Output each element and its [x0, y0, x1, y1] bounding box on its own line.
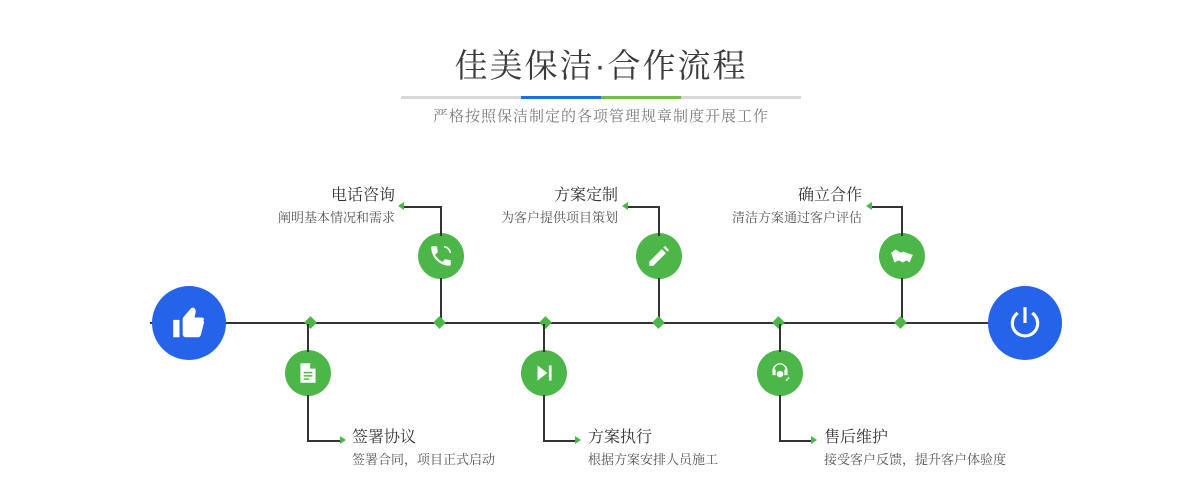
divider-segment-green	[601, 96, 681, 99]
step-desc: 签署合同，项目正式启动	[352, 452, 496, 467]
connector-horizontal	[872, 206, 902, 208]
connector-arrow	[398, 202, 404, 210]
step-label	[450, 186, 618, 228]
connector-horizontal	[404, 206, 441, 208]
timeline-dot	[433, 316, 446, 329]
headset-support-icon	[757, 350, 803, 396]
connector-horizontal	[628, 206, 659, 208]
connector-horizontal	[307, 440, 340, 442]
process-flow-diagram	[0, 150, 1202, 502]
connector-vertical	[307, 324, 309, 352]
step-label	[824, 428, 1074, 470]
step-label	[694, 186, 862, 228]
timeline-dot	[652, 316, 665, 329]
connector-vertical	[901, 206, 903, 236]
step-title: 确立合作	[797, 187, 862, 204]
phone-call-icon	[418, 233, 464, 279]
power-icon	[988, 286, 1062, 360]
connector-vertical	[779, 395, 781, 440]
step-title: 售后维护	[824, 429, 889, 446]
header	[0, 0, 1202, 150]
step-title: 签署协议	[352, 429, 417, 446]
timeline-dot	[539, 316, 552, 329]
step-label	[352, 428, 572, 470]
timeline-axis	[150, 322, 1052, 324]
connector-vertical	[543, 395, 545, 440]
connector-vertical	[307, 395, 309, 440]
timeline-dot	[894, 316, 907, 329]
page-title: 佳美保洁·合作流程	[454, 47, 748, 84]
title-divider	[401, 96, 801, 99]
connector-horizontal	[543, 440, 575, 442]
page-subtitle: 严格按照保洁制定的各项管理规章制度开展工作	[432, 108, 769, 125]
step-title: 电话咨询	[330, 187, 395, 204]
step-desc: 接受客户反馈，提升客户体验度	[824, 452, 1007, 467]
connector-vertical	[779, 324, 781, 352]
connector-arrow	[866, 202, 872, 210]
connector-vertical	[440, 278, 442, 322]
step-desc: 为客户提供项目策划	[500, 210, 618, 225]
step-title: 方案定制	[553, 187, 618, 204]
connector-arrow	[340, 436, 346, 444]
connector-arrow	[811, 436, 817, 444]
step-desc: 清洁方案通过客户评估	[731, 210, 862, 225]
pen-ruler-icon	[636, 233, 682, 279]
connector-vertical	[658, 206, 660, 236]
thumbs-up-icon	[152, 286, 226, 360]
step-desc: 阐明基本情况和需求	[277, 210, 395, 225]
step-title: 方案执行	[588, 429, 653, 446]
connector-vertical	[901, 278, 903, 322]
play-skip-icon	[521, 350, 567, 396]
handshake-icon	[879, 233, 925, 279]
divider-segment-blue	[521, 96, 601, 99]
connector-vertical	[543, 324, 545, 352]
step-label	[588, 428, 818, 470]
connector-horizontal	[779, 440, 811, 442]
step-desc: 根据方案安排人员施工	[588, 452, 719, 467]
connector-arrow	[622, 202, 628, 210]
connector-arrow	[575, 436, 581, 444]
step-label	[230, 186, 395, 228]
connector-vertical	[440, 206, 442, 236]
document-edit-icon	[285, 350, 331, 396]
